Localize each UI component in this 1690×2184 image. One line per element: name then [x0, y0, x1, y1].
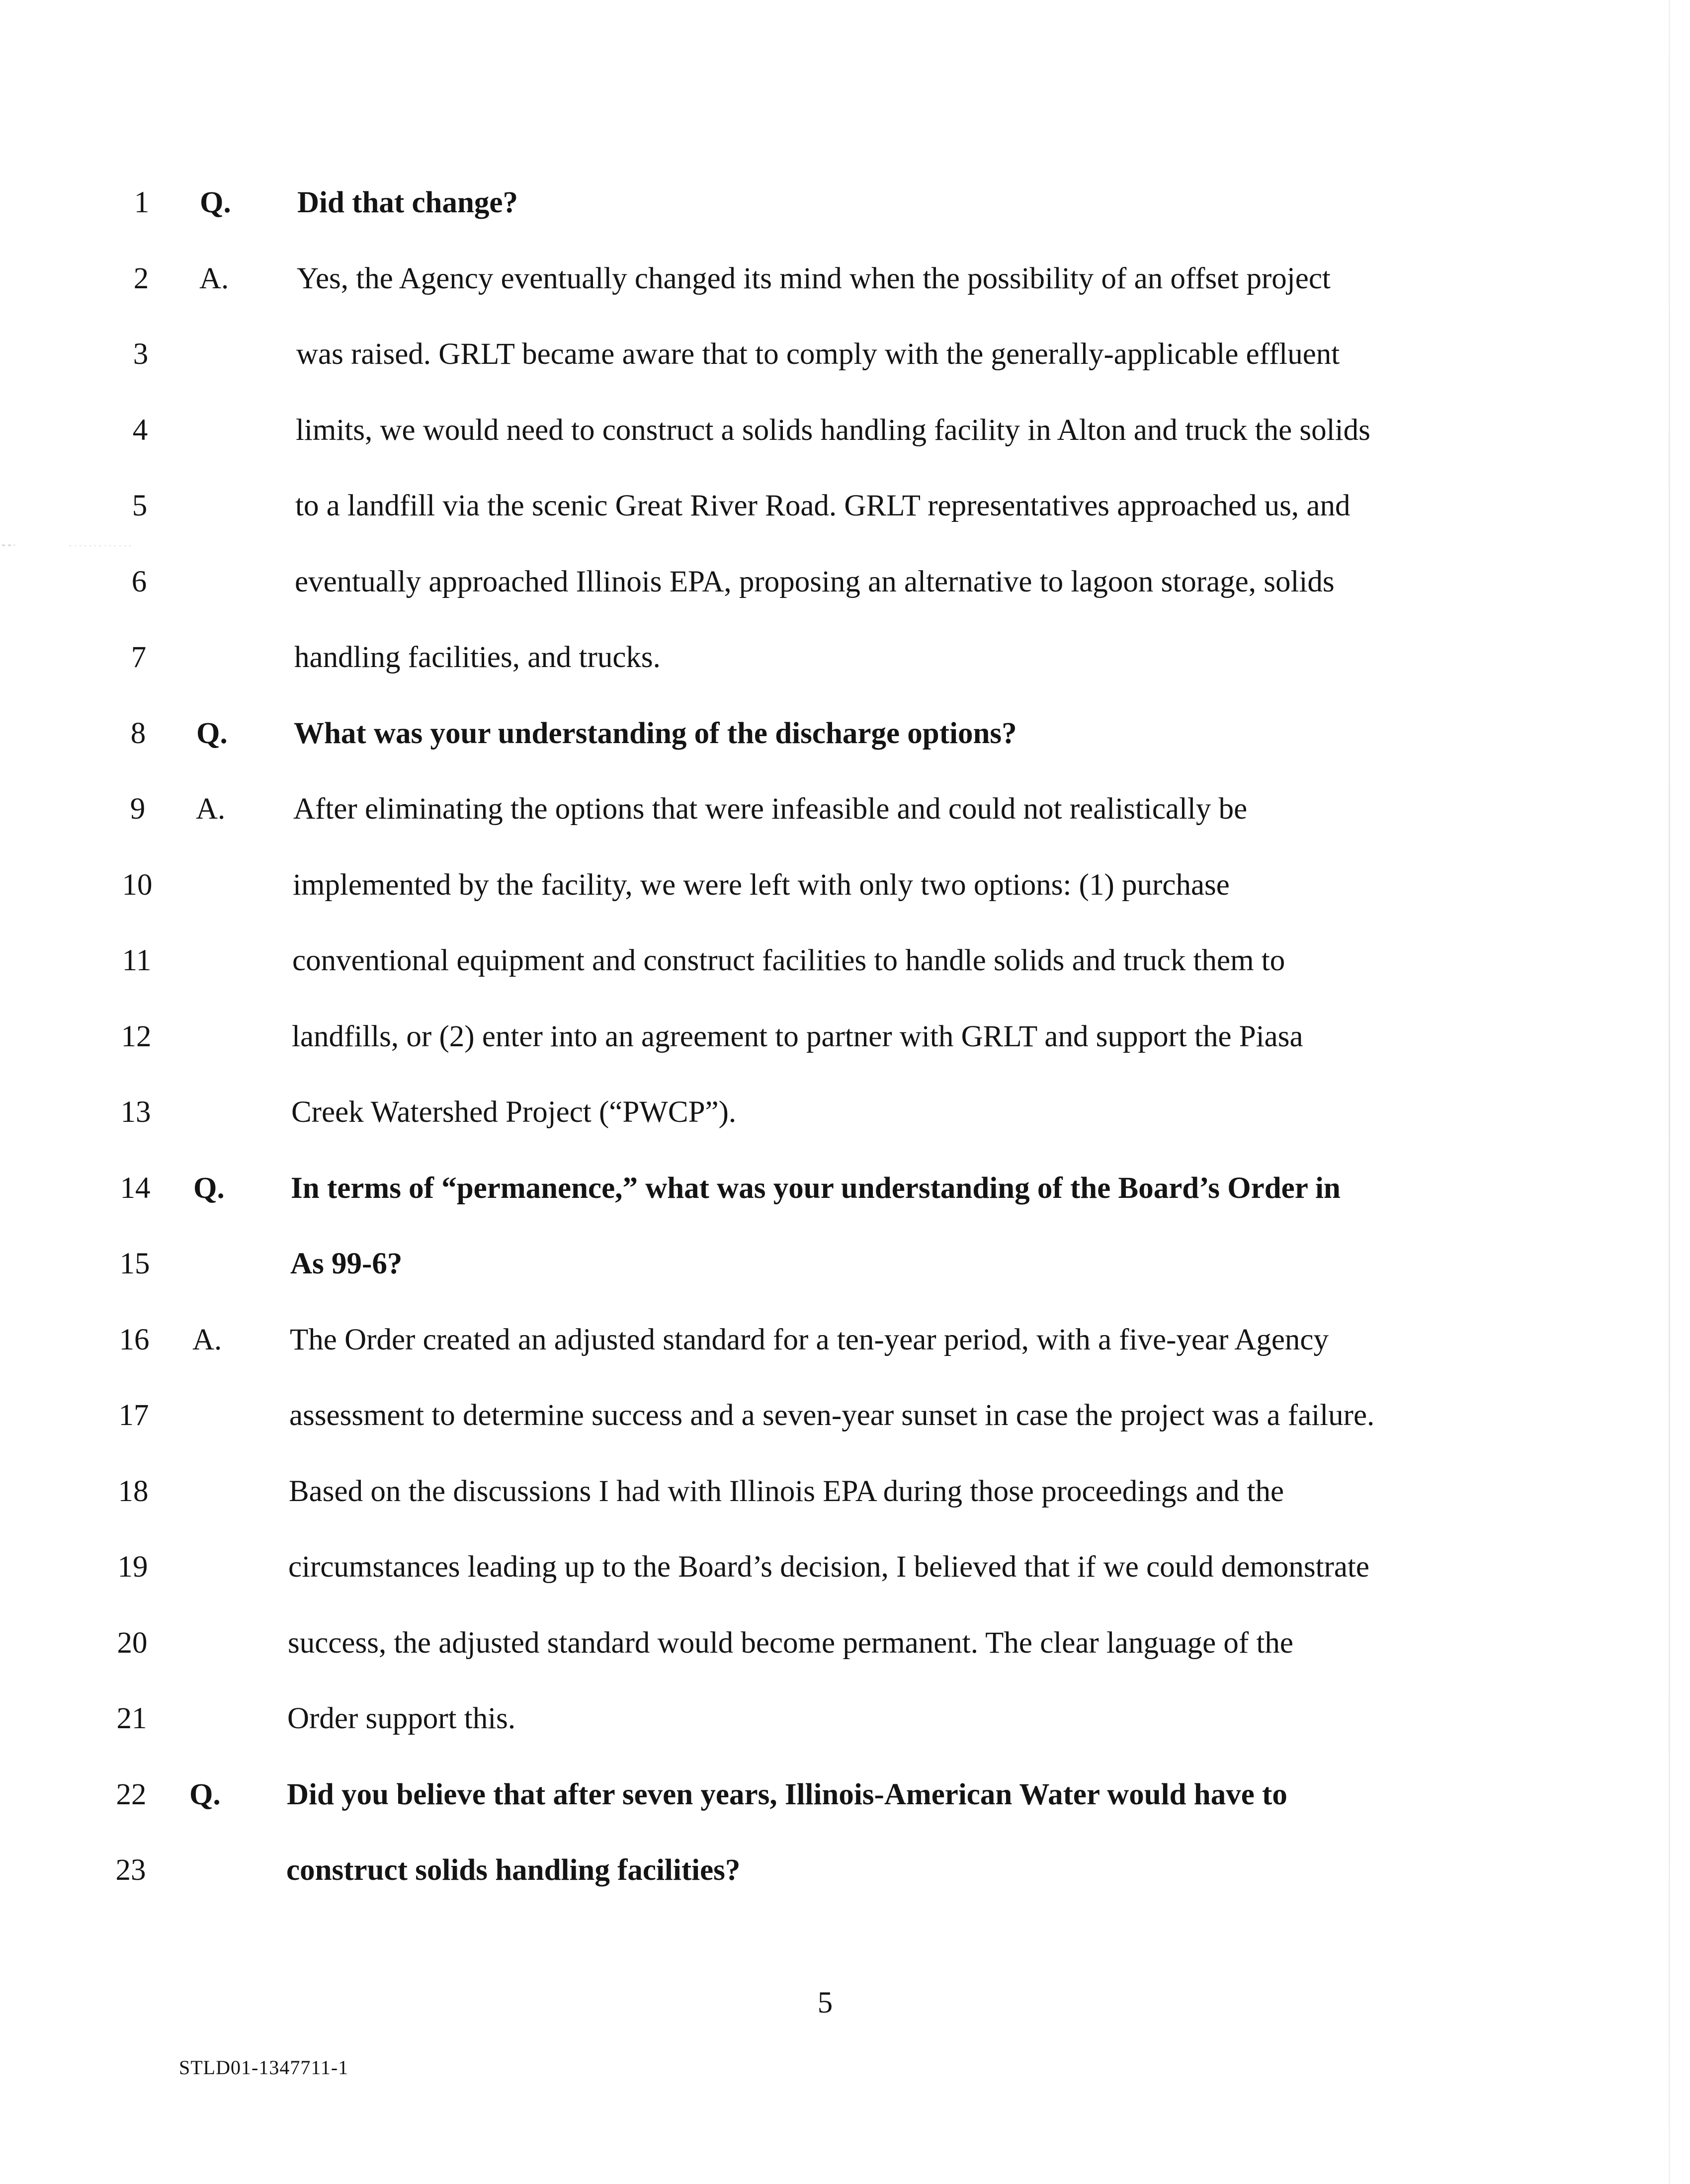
- answer-text: Order support this.: [287, 1702, 516, 1735]
- answer-text: The Order created an adjusted standard for a ten-year period, with a five-year Agency: [290, 1323, 1329, 1356]
- line-number: 4: [132, 414, 148, 447]
- answer-text: circumstances leading up to the Board’s decision, I believed that if we could demonstrate: [288, 1550, 1370, 1584]
- testimony-line: [0, 865, 1690, 920]
- answer-text: limits, we would need to construct a solids handling facility in Alton and truck the solids: [296, 414, 1370, 447]
- testimony-line: [0, 1017, 1690, 1072]
- answer-label: A.: [192, 1323, 222, 1356]
- testimony-line: [0, 1320, 1690, 1375]
- testimony-line: [0, 486, 1690, 541]
- testimony-line: [0, 1775, 1690, 1830]
- question-label: Q.: [200, 186, 231, 219]
- testimony-line: [0, 789, 1690, 844]
- line-number: 8: [130, 717, 146, 750]
- answer-text: handling facilities, and trucks.: [294, 641, 661, 674]
- line-number: 15: [119, 1247, 150, 1280]
- answer-text: conventional equipment and construct facilities to handle solids and truck them to: [292, 944, 1285, 977]
- testimony-line: [0, 1699, 1690, 1754]
- scan-artifact: [0, 542, 139, 549]
- testimony-line: [0, 1547, 1690, 1602]
- testimony-line: [0, 1244, 1690, 1299]
- testimony-line: [0, 411, 1690, 465]
- line-number: 19: [117, 1550, 148, 1584]
- line-number: 22: [116, 1778, 147, 1811]
- line-number: 12: [121, 1020, 152, 1053]
- document-id: STLD01-1347711-1: [179, 2056, 349, 2079]
- answer-text: to a landfill via the scenic Great River Road. GRLT representatives approached us, and: [295, 489, 1351, 522]
- testimony-line: [0, 941, 1690, 996]
- question-text: Did that change?: [297, 186, 518, 219]
- line-number: 18: [118, 1475, 149, 1508]
- line-number: 17: [118, 1399, 149, 1432]
- testimony-line: [0, 1850, 1690, 1905]
- testimony-line: [0, 638, 1690, 692]
- answer-text: landfills, or (2) enter into an agreement to partner with GRLT and support the Piasa: [292, 1020, 1303, 1053]
- testimony-line: [0, 714, 1690, 768]
- line-number: 2: [133, 262, 149, 295]
- testimony-line: [0, 259, 1690, 314]
- line-number: 1: [134, 186, 150, 219]
- line-number: 6: [131, 565, 147, 598]
- answer-text: After eliminating the options that were infeasible and could not realistically be: [293, 792, 1248, 826]
- testimony-line: [0, 1396, 1690, 1450]
- question-text: Did you believe that after seven years, Illinois-American Water would have to: [287, 1778, 1287, 1811]
- question-label: Q.: [189, 1778, 221, 1811]
- answer-text: was raised. GRLT became aware that to comply with the generally-applicable effluent: [296, 337, 1340, 371]
- answer-text: assessment to determine success and a seven-year sunset in case the project was a failure.: [289, 1399, 1375, 1432]
- line-number: 9: [130, 792, 146, 826]
- testimony-line: [0, 1092, 1690, 1147]
- testimony-line: [0, 1472, 1690, 1526]
- answer-text: Yes, the Agency eventually changed its mind when the possibility of an offset project: [297, 262, 1331, 295]
- answer-text: success, the adjusted standard would become permanent. The clear language of the: [288, 1626, 1293, 1660]
- line-number: 16: [119, 1323, 150, 1356]
- testimony-line: [0, 1623, 1690, 1678]
- question-text: construct solids handling facilities?: [286, 1853, 741, 1887]
- answer-text: Based on the discussions I had with Illinois EPA during those proceedings and the: [289, 1475, 1284, 1508]
- question-text: What was your understanding of the discharge options?: [294, 717, 1017, 750]
- page-number: 5: [817, 1986, 833, 2019]
- line-number: 14: [120, 1172, 151, 1205]
- question-text: In terms of “permanence,” what was your understanding of the Board’s Order in: [291, 1172, 1341, 1205]
- answer-label: A.: [199, 262, 229, 295]
- line-number: 7: [131, 641, 147, 674]
- testimony-line: [0, 335, 1690, 389]
- line-number: 21: [116, 1702, 147, 1735]
- question-text: As 99-6?: [290, 1247, 403, 1280]
- line-number: 23: [115, 1853, 146, 1887]
- answer-text: Creek Watershed Project (“PWCP”).: [291, 1095, 737, 1129]
- question-label: Q.: [193, 1172, 225, 1205]
- testimony-line: [0, 183, 1690, 238]
- question-label: Q.: [196, 717, 228, 750]
- line-number: 13: [120, 1095, 151, 1129]
- answer-text: implemented by the facility, we were left with only two options: (1) purchase: [293, 868, 1230, 902]
- line-number: 3: [133, 337, 149, 371]
- testimony-line: [0, 1169, 1690, 1223]
- line-number: 10: [122, 868, 153, 902]
- line-number: 20: [117, 1626, 148, 1660]
- line-number: 11: [122, 944, 152, 977]
- answer-text: eventually approached Illinois EPA, proposing an alternative to lagoon storage, solids: [295, 565, 1335, 598]
- answer-label: A.: [196, 792, 226, 826]
- testimony-line: [0, 562, 1690, 617]
- line-number: 5: [132, 489, 148, 522]
